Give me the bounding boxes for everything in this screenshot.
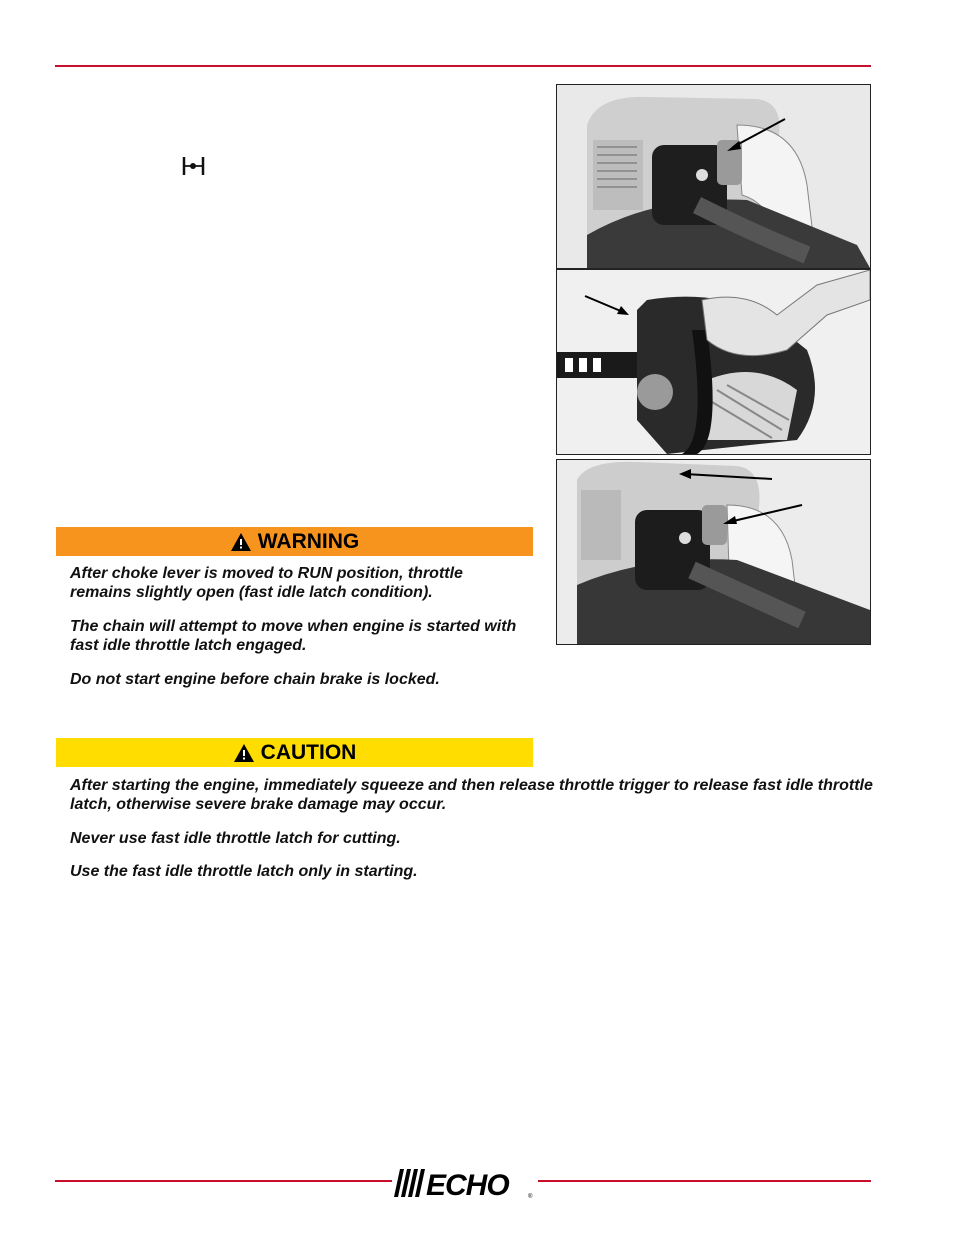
footer-rule-right	[538, 1180, 871, 1182]
footer-rule-left	[55, 1180, 392, 1182]
warning-banner	[56, 527, 533, 556]
warning-paragraph: The chain will attempt to move when engine is started with fast idle throttle latch engaged.	[70, 618, 517, 654]
warning-paragraph: Do not start engine before chain brake is locked.	[70, 671, 440, 688]
photo-gloved-hand-on-saw	[556, 269, 871, 455]
photo-throttle-control	[556, 84, 871, 269]
header-rule	[55, 65, 871, 67]
warning-triangle-icon	[230, 532, 252, 552]
caution-paragraph: Use the fast idle throttle latch only in starting.	[70, 863, 418, 880]
warning-title: WARNING	[257, 529, 360, 553]
warning-paragraph: After choke lever is moved to RUN position, throttle remains slightly open (fast idle latch condition).	[70, 565, 463, 601]
caution-paragraph: Never use fast idle throttle latch for cutting.	[70, 830, 401, 847]
warning-triangle-icon	[233, 743, 255, 763]
brand-text: ECHO	[426, 1169, 509, 1200]
echo-logo	[392, 1166, 538, 1200]
caution-paragraph: After starting the engine, immediately squeeze and then release throttle trigger to release fast idle throttle latch, otherwise severe brake damage may occur.	[70, 777, 873, 813]
photo-fast-idle-latch	[556, 459, 871, 645]
svg-text:®: ®	[528, 1194, 533, 1200]
caution-title: CAUTION	[260, 740, 357, 764]
caution-banner	[56, 738, 533, 767]
choke-run-position-icon	[181, 155, 207, 177]
